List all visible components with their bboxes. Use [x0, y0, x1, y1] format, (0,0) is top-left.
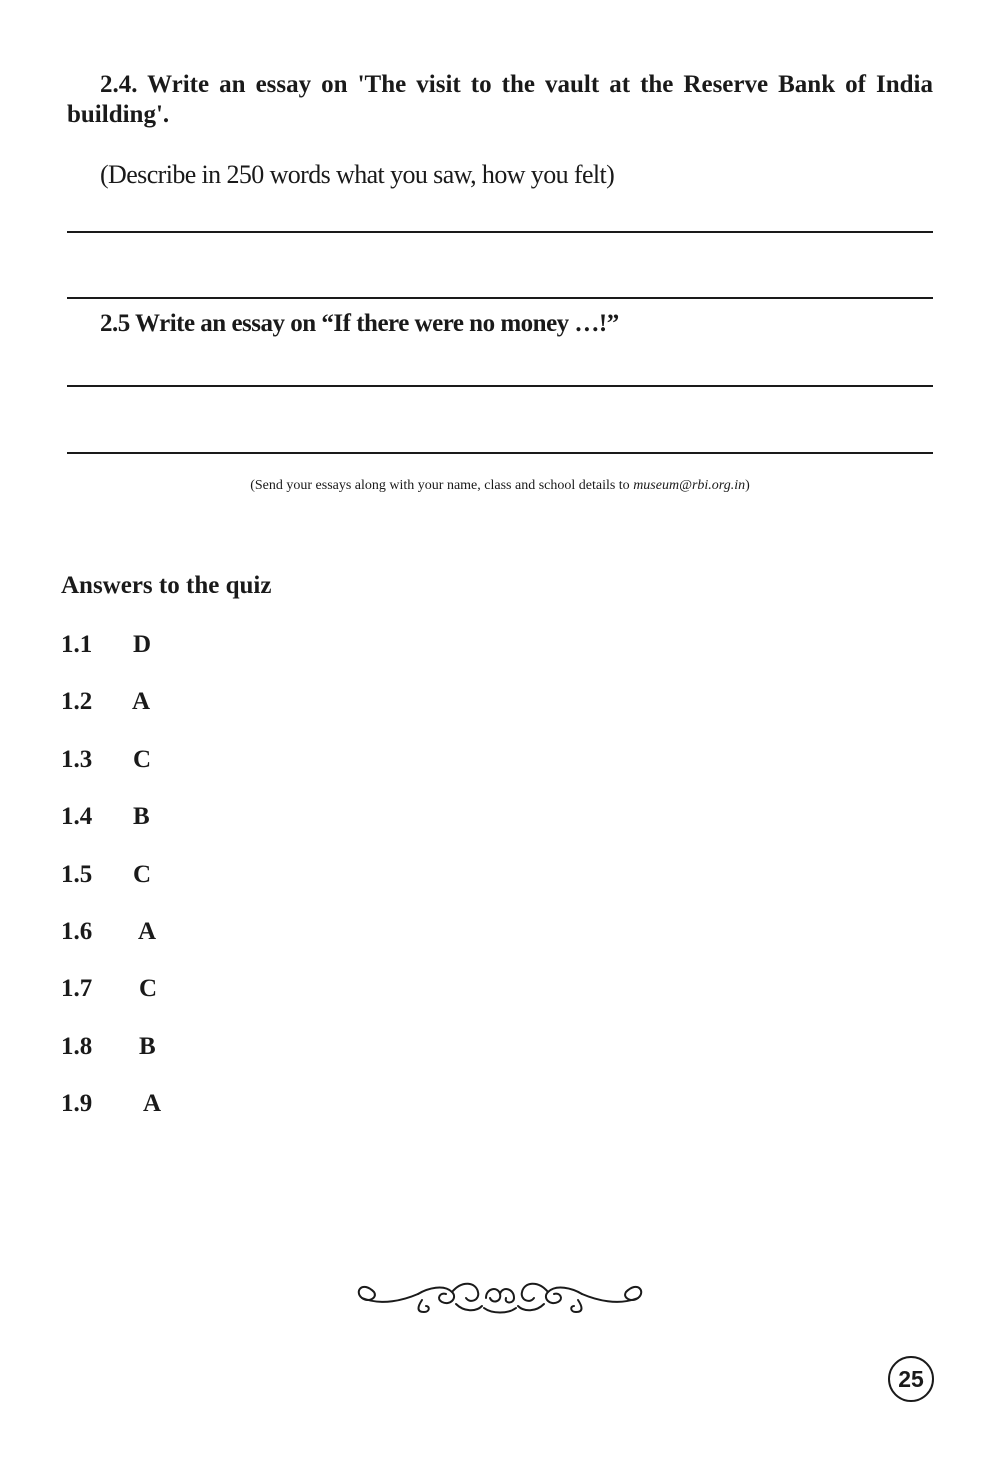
answer-row	[61, 1029, 361, 1086]
question-number: 1.7	[61, 975, 93, 1003]
decorative-flourish-icon	[352, 1270, 648, 1325]
answer-letter: B	[133, 803, 150, 831]
note-prefix: (Send your essays along with your name, class and school details to	[250, 478, 634, 493]
question-number: 1.5	[61, 860, 93, 888]
question-number: 1.9	[61, 1090, 93, 1118]
question-number: 1.2	[61, 688, 93, 716]
page-number-badge	[888, 1356, 934, 1402]
email-address: museum@rbi.org.in	[633, 478, 746, 493]
question-number: 1.4	[61, 803, 93, 831]
question-2-4-title: 2.4. Write an essay on 'The visit to the vault at the Reserve Bank of India building'.	[67, 71, 933, 128]
question-number: 1.3	[61, 745, 93, 773]
answer-line	[67, 231, 933, 233]
answer-line	[67, 385, 933, 387]
note-suffix: )	[745, 478, 750, 493]
answers-list	[61, 627, 361, 1144]
answer-letter: C	[133, 745, 152, 773]
page-number: 25	[898, 1365, 924, 1392]
answer-letter: A	[143, 1090, 162, 1118]
answer-letter: B	[139, 1032, 156, 1060]
answer-row	[61, 627, 361, 684]
answer-letter: A	[138, 917, 157, 945]
answer-row	[61, 742, 361, 799]
question-number: 1.6	[61, 917, 93, 945]
answer-row	[61, 857, 361, 914]
answer-row	[61, 971, 361, 1028]
answer-row	[61, 1086, 361, 1143]
question-number: 1.1	[61, 631, 93, 658]
submission-note	[0, 478, 1000, 494]
question-number: 1.8	[61, 1032, 93, 1060]
answer-letter: C	[133, 860, 152, 888]
question-2-5-title: 2.5 Write an essay on “If there were no money …!”	[100, 310, 619, 337]
answer-letter: D	[133, 631, 152, 658]
answer-line	[67, 452, 933, 454]
answer-letter: A	[132, 688, 151, 716]
answer-row	[61, 799, 361, 856]
answer-row	[61, 684, 361, 741]
question-2-4-instruction: (Describe in 250 words what you saw, how you felt)	[100, 160, 615, 189]
answer-row	[61, 914, 361, 971]
answer-letter: C	[139, 975, 158, 1003]
answers-heading: Answers to the quiz	[61, 572, 272, 599]
answer-line	[67, 297, 933, 299]
